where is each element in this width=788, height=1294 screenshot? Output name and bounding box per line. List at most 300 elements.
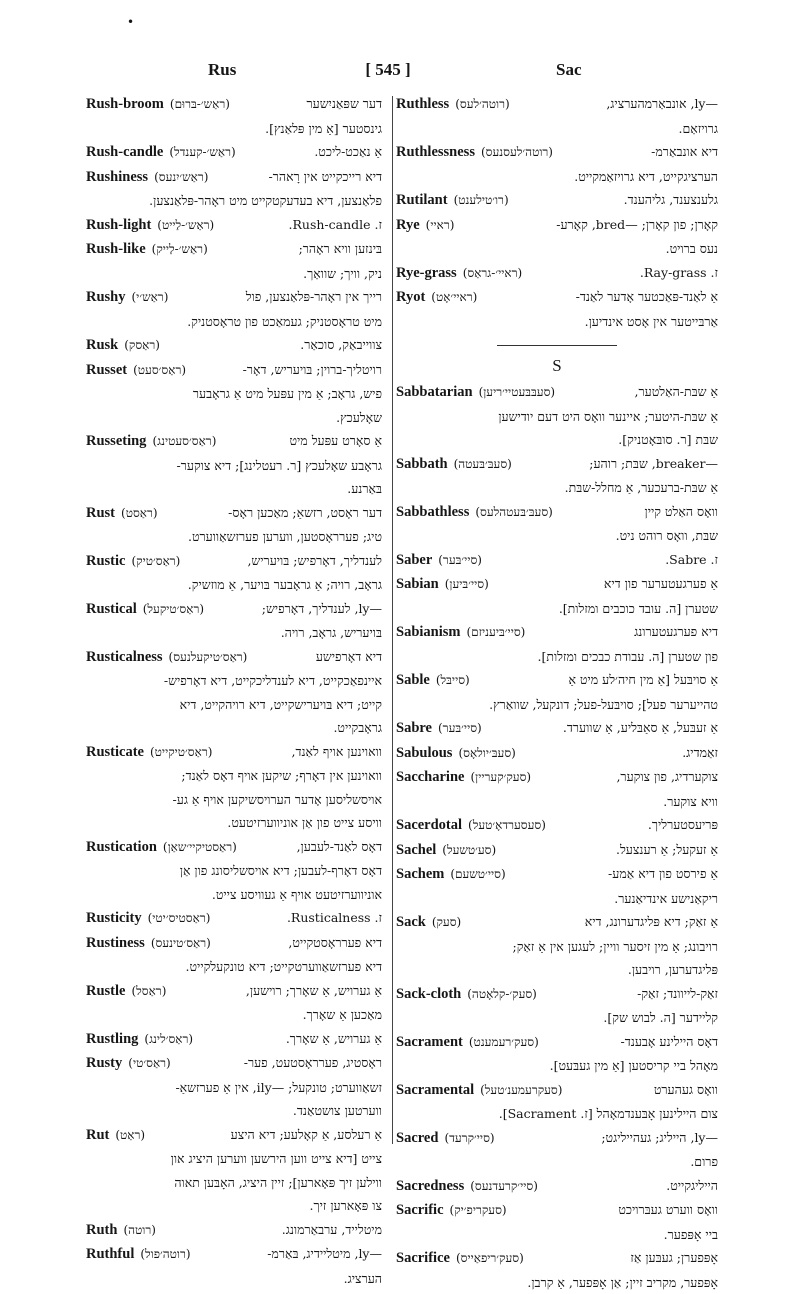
entry-headline: [396, 910, 718, 935]
pronunciation: (ראַס׳טיקעל): [143, 598, 204, 622]
pronunciation: (ראַס׳טי): [128, 1052, 170, 1076]
definition: הייליגקייט.: [538, 1174, 718, 1198]
definition: דיא פערגעטערונג: [525, 620, 718, 644]
pronunciation: (ראַס׳לינג): [144, 1028, 193, 1052]
pronunciation: (רוטה׳לעס): [455, 93, 509, 117]
definition-continuation: שבּת [ר. סובּאָטניק].: [396, 428, 718, 452]
pronunciation: (רוטה): [123, 1219, 155, 1243]
entry-headline: [396, 765, 718, 790]
pronunciation: (סיי׳קרעד): [444, 1127, 494, 1151]
dictionary-entry: [396, 572, 718, 620]
dictionary-entry: [396, 213, 718, 261]
dictionary-entry: [396, 668, 718, 716]
headword: Sabre: [396, 717, 432, 741]
definition: —ly, מיטליידיג, בּאַרמ-: [191, 1242, 382, 1266]
pronunciation: (רוטה׳לעסנעס): [481, 141, 553, 165]
headword: Rustle: [86, 980, 125, 1004]
definition-continuation: איינפאַכקייט, דיא לענדליכקייט, דיא דאָרפיש-: [86, 669, 382, 693]
definition: רייך אין ראָהר-פּלאַנצען, פול: [168, 285, 382, 309]
pronunciation: (רו׳טילענט): [454, 189, 509, 213]
headword: Rustiness: [86, 932, 145, 956]
entry-headline: [396, 620, 718, 645]
definition: דיא דאָרפישע: [247, 645, 382, 669]
pronunciation: (ראיי׳-גראַס): [463, 262, 522, 286]
definition-continuation: שטערן [ה. עובד כוכבים ומזלות].: [396, 597, 718, 621]
definition: צווייבאַק, סוכאַר.: [160, 333, 382, 357]
dictionary-entry: [396, 140, 718, 188]
headword: Sacred: [396, 1127, 438, 1151]
dictionary-entry: [86, 358, 382, 430]
dictionary-entry: [86, 285, 382, 333]
dictionary-entry: [86, 165, 382, 213]
definition-continuation: טהייערער פעל]; סויבּעל-פעל; דונקעל, שוואַרץ.: [396, 693, 718, 717]
section-rule: [497, 345, 617, 346]
entry-headline: [396, 261, 718, 286]
definition-continuation: ניק, וויך; שוואַך.: [86, 262, 382, 286]
definition: אַ פירסט פון דיא אַמע-: [506, 862, 718, 886]
definition-continuation: ריקאַנישע אינדיאַנער.: [396, 887, 718, 911]
pronunciation: (סעקרעמענ׳טעל): [480, 1079, 562, 1103]
section-letter: S: [396, 356, 718, 376]
pronunciation: (סע׳טשעל): [442, 839, 496, 863]
headword: Sacredness: [396, 1175, 464, 1199]
definition: גלענצענד, גליהענד.: [509, 188, 718, 212]
pronunciation: (סעק׳רעמענט): [469, 1031, 539, 1055]
entry-headline: [86, 92, 382, 117]
entry-headline: [86, 1218, 382, 1243]
pronunciation: (ראַסל): [131, 980, 166, 1004]
definition-continuation: ווילען זיך פּאָארען]; זיין היציג, האָבּען תאוה: [86, 1171, 382, 1195]
definition: אַ סויבּעל [אַ מין חיה׳לע מיט אַ: [470, 668, 718, 692]
pronunciation: (ראַסט): [121, 502, 158, 526]
dictionary-entry: [396, 862, 718, 910]
entry-headline: [396, 862, 718, 887]
definition: ז. Rusticalness.: [210, 906, 382, 930]
left-column: [86, 92, 382, 1290]
entry-headline: [86, 285, 382, 310]
pronunciation: (ראַס׳טיק): [131, 550, 180, 574]
dictionary-entry: [86, 333, 382, 358]
dictionary-entry: [86, 429, 382, 501]
entry-headline: [86, 906, 382, 931]
entry-headline: [86, 333, 382, 358]
definition: פּריעסטערליך.: [546, 813, 718, 837]
pronunciation: (סעק׳קעריין): [470, 766, 531, 790]
definition: דאָס לאַנד-לעבען,: [237, 835, 382, 859]
pronunciation: (ראַסטיס׳יטי): [148, 907, 211, 931]
entry-headline: [396, 1198, 718, 1223]
definition-continuation: פון שטערן [ה. עבודת כבכים ומזלות].: [396, 645, 718, 669]
entry-headline: [396, 380, 718, 405]
definition-continuation: קליידער [ה. לבוש שק].: [396, 1006, 718, 1030]
dictionary-entry: [396, 620, 718, 668]
definition-continuation: אַ שבּת-ברעכער, אַ מחלל-שבּת.: [396, 476, 718, 500]
dictionary-entry: [396, 716, 718, 741]
dictionary-entry: [396, 910, 718, 982]
dictionary-entry: [86, 645, 382, 740]
headword: Ruthlessness: [396, 141, 475, 165]
pronunciation: (ראַש׳-בּרוּם): [170, 93, 230, 117]
definition-continuation: נעס ברויט.: [396, 237, 718, 261]
entry-headline: [396, 982, 718, 1007]
pronunciation: (סעק׳-קלאָטה): [467, 983, 537, 1007]
right-column-s-entries: [396, 380, 718, 1294]
headword: Sacrific: [396, 1199, 444, 1223]
right-column-r-entries: [396, 92, 718, 333]
definition-continuation: דאָס דאָרף-לעבען; דיא אויסשליסונג פון אַן: [86, 859, 382, 883]
dictionary-entry: [396, 1126, 718, 1174]
definition-continuation: אַ שבּת-היטער; איינער וואָס היט דעם יודישען: [396, 405, 718, 429]
dictionary-entry: [86, 740, 382, 835]
pronunciation: (ראיי): [426, 214, 455, 238]
dictionary-entry: [86, 1123, 382, 1218]
headword: Sacramental: [396, 1079, 474, 1103]
headword: Sack-cloth: [396, 983, 461, 1007]
entry-headline: [86, 549, 382, 574]
dictionary-entry: [86, 979, 382, 1027]
headword: Ruthless: [396, 93, 449, 117]
dictionary-entry: [86, 1027, 382, 1052]
headword: Rush-candle: [86, 141, 163, 165]
definition: דער שפּאַניִשער: [230, 92, 382, 116]
definition: בּינזען וויא ראָהר;: [208, 237, 382, 261]
definition: וואָס האַלט קיין: [553, 500, 718, 524]
definition: אַ גערויש, אַ שאָרך.: [193, 1027, 382, 1051]
pronunciation: (סיי׳בּער): [438, 549, 482, 573]
entry-headline: [86, 165, 382, 190]
definition-continuation: בּויעריש, גראָב, רויה.: [86, 621, 382, 645]
headword: Rushiness: [86, 166, 148, 190]
dictionary-entry: [86, 549, 382, 597]
headword: Sachem: [396, 863, 444, 887]
definition-continuation: שבּת, וואָס רוהט ניט.: [396, 524, 718, 548]
definition-continuation: גראָבע שאָלעכץ [ר. רעטלינג]; דיא צוקער-: [86, 454, 382, 478]
dictionary-entry: [396, 838, 718, 863]
definition: מיטלייד, ערבאַרמונג.: [156, 1218, 382, 1242]
entry-headline: [396, 1246, 718, 1271]
entry-headline: [86, 140, 382, 165]
pronunciation: (סעק׳ריפאַייס): [456, 1247, 524, 1271]
pronunciation: (ראיי׳אָט): [431, 286, 477, 310]
headword: Rutilant: [396, 189, 448, 213]
dictionary-entry: [396, 500, 718, 548]
definition: וואָס געהערט: [562, 1078, 718, 1102]
entry-headline: [86, 1123, 382, 1148]
pronunciation: (סיי׳בּיען): [445, 573, 489, 597]
headword: Sachel: [396, 839, 436, 863]
header-page-number: [ 545 ]: [340, 60, 436, 80]
definition-continuation: וויסע צייט פון אַן אוניווערזיטעט.: [86, 811, 382, 835]
entry-headline: [86, 645, 382, 670]
definition-continuation: בּאַרנע.: [86, 477, 382, 501]
entry-headline: [396, 741, 718, 766]
definition-continuation: ביי אָפּפער.: [396, 1223, 718, 1247]
definition: אַ פערגעטערער פון דיא: [489, 572, 718, 596]
entry-headline: [396, 668, 718, 693]
dictionary-entry: [396, 982, 718, 1030]
entry-headline: [396, 838, 718, 863]
dictionary-entry: [86, 140, 382, 165]
definition-continuation: אָפּפער, מקריב זיין; אַן אָפּפער, אַ קרבן.: [396, 1271, 718, 1294]
headword: Sack: [396, 911, 426, 935]
entry-headline: [86, 1051, 382, 1076]
definition: ראָסטיג, פערראָסטעט, פער-: [171, 1051, 382, 1075]
headword: Sabianism: [396, 621, 460, 645]
definition: אָפּפערן; געבּען אַז: [524, 1246, 718, 1270]
definition: אַ נאַכט-ליכט.: [236, 140, 382, 164]
headword: Rusticalness: [86, 646, 163, 670]
pronunciation: (ראַט): [115, 1124, 145, 1148]
definition: קאָרן; פון קאָרן; —bred, קאָרע-: [454, 213, 718, 237]
definition-continuation: אַרבּייטער אין אָסט אינדיען.: [396, 310, 718, 334]
dictionary-entry: [86, 1051, 382, 1123]
pronunciation: (ראַש׳-לַייט): [157, 214, 214, 238]
definition: דיא אונבאַרמ-: [553, 140, 718, 164]
definition-continuation: צייט [דיא צייט ווען הירשען ווערען היציג און: [86, 1147, 382, 1171]
definition: אַ שבּת-האַלטער,: [555, 380, 718, 404]
definition-continuation: דיא פערזשאַווערטקייט; דיא טונקעלקייט.: [86, 955, 382, 979]
definition-continuation: פּליגדערען, רויבען.: [396, 958, 718, 982]
pronunciation: (סייבּל): [436, 669, 470, 693]
definition: לענדליך, דאָרפיש; בּויעריש,: [180, 549, 382, 573]
pronunciation: (ראַס׳טיקייט): [150, 741, 212, 765]
entry-headline: [86, 213, 382, 238]
pronunciation: (סעבּ׳בּעטה): [454, 453, 512, 477]
pronunciation: (סיי׳בּער): [438, 717, 482, 741]
entry-headline: [396, 140, 718, 165]
dictionary-entry: [86, 92, 382, 140]
definition: ז. Ray-grass.: [522, 261, 718, 285]
definition-continuation: רויבונג; אַ מין זיסער וויין; לעגען אין אַ זאַק;: [396, 935, 718, 959]
headword: Ruthful: [86, 1243, 134, 1267]
definition-continuation: טיג; פערראָסטען, ווערען פערזשאַווערט.: [86, 525, 382, 549]
dictionary-entry: [86, 1242, 382, 1290]
definition-continuation: מאָהל ביי קריסטען [אַ מין געבּעט].: [396, 1054, 718, 1078]
dictionary-entry: [86, 1218, 382, 1243]
pronunciation: (ראַש׳י): [132, 286, 169, 310]
definition-continuation: אוניווערזיטעט אויף אַ געוויסע צייט.: [86, 883, 382, 907]
headword: Rusty: [86, 1052, 122, 1076]
headword: Rushy: [86, 286, 126, 310]
dictionary-entry: [396, 188, 718, 213]
definition: אַ זאַק; דיא פּליגדערונג, דיא: [461, 910, 718, 934]
definition-continuation: פרום.: [396, 1150, 718, 1174]
entry-headline: [396, 572, 718, 597]
entry-headline: [86, 1027, 382, 1052]
header-guide-word-right: Sac: [556, 60, 582, 80]
headword: Rush-broom: [86, 93, 164, 117]
headword: Rust: [86, 502, 115, 526]
pronunciation: (סיי׳בּיעניזם): [466, 621, 525, 645]
definition: דער ראָסט, רזשאַ; מאַכען ראָס-: [158, 501, 382, 525]
dictionary-entry: [396, 1030, 718, 1078]
entry-headline: [86, 740, 382, 765]
definition: ז. Sabre.: [482, 548, 718, 572]
definition-continuation: שאָלעכץ.: [86, 406, 382, 430]
definition: אַ זעקעל; אַ רענצעל.: [496, 838, 718, 862]
definition-continuation: גרויזאַם.: [396, 117, 718, 141]
headword: Sabian: [396, 573, 439, 597]
definition-continuation: צו פּאָארען זיך.: [86, 1194, 382, 1218]
dictionary-entry: [396, 261, 718, 286]
definition-continuation: הערציגקייט, דיא גרויזאַמקייט.: [396, 165, 718, 189]
pronunciation: (ראַש׳-לַייק): [152, 238, 208, 262]
pronunciation: (סיי׳קרעדנעס): [470, 1175, 538, 1199]
entry-headline: [396, 716, 718, 741]
headword: Saber: [396, 549, 432, 573]
entry-headline: [396, 1030, 718, 1055]
entry-headline: [396, 285, 718, 310]
pronunciation: (ראַס׳סעט): [133, 359, 186, 383]
headword: Rustic: [86, 550, 125, 574]
column-divider: [392, 96, 393, 1144]
headword: Rye: [396, 214, 420, 238]
headword: Russet: [86, 359, 127, 383]
definition: אַ סאָרט עפּעל מיט: [216, 429, 382, 453]
pronunciation: (סעסערדאָ׳טעל): [468, 814, 546, 838]
definition: וואָס ווערט געבּרויכט: [507, 1198, 718, 1222]
headword: Rut: [86, 1124, 109, 1148]
dictionary-entry: [396, 1174, 718, 1199]
headword: Sacerdotal: [396, 814, 462, 838]
entry-headline: [396, 188, 718, 213]
definition: —breaker, שבּת; רוהע;: [512, 452, 718, 476]
headword: Rush-like: [86, 238, 146, 262]
definition: וואוינען אויף לאַנד,: [212, 740, 382, 764]
pronunciation: (ראַס׳טיקעלנעס): [169, 646, 248, 670]
dictionary-entry: [396, 1246, 718, 1294]
entry-headline: [86, 931, 382, 956]
headword: Rustical: [86, 598, 137, 622]
dictionary-entry: [86, 237, 382, 285]
headword: Russeting: [86, 430, 146, 454]
headword: Sabulous: [396, 742, 452, 766]
definition-continuation: גינסטער [אַ מין פּלאַנץ].: [86, 117, 382, 141]
headword: Rusk: [86, 334, 118, 358]
definition-continuation: מאַכען אַ שאָרך.: [86, 1003, 382, 1027]
headword: Saccharine: [396, 766, 464, 790]
dictionary-entry: [396, 813, 718, 838]
entry-headline: [396, 452, 718, 477]
dictionary-entry: [396, 1078, 718, 1126]
definition: אַ גערויש, אַ שאָרך; רוישען,: [166, 979, 382, 1003]
entry-headline: [396, 548, 718, 573]
entry-headline: [86, 979, 382, 1004]
definition-continuation: פלאַנצען, דיא בעדעקטקייט מיט ראָהר-פּלאַנצען.: [86, 189, 382, 213]
headword: Rusticity: [86, 907, 142, 931]
entry-headline: [86, 358, 382, 383]
dictionary-entry: [396, 285, 718, 333]
headword: Ryot: [396, 286, 425, 310]
definition: אַ זעבּעל, אַ סאַבּליע, אַ שווערד.: [482, 716, 718, 740]
definition-continuation: גראָבקייט.: [86, 716, 382, 740]
dictionary-entry: [86, 835, 382, 907]
definition: אַ לאַנד-פּאַכטער אָדער לאַנד-: [477, 285, 718, 309]
entry-headline: [396, 1078, 718, 1103]
headword: Sabbatarian: [396, 381, 473, 405]
entry-headline: [396, 1174, 718, 1199]
pronunciation: (סעבּבּעטיי׳ריען): [479, 381, 556, 405]
definition-continuation: גראָב, רויה; אַ גראָבער בּויער, אַ מוזשיק.: [86, 573, 382, 597]
definition: —ly, אונבאַרמהערציג,: [510, 92, 718, 116]
dictionary-entry: [396, 548, 718, 573]
pronunciation: (ראַסטיקיי׳שאַן): [163, 836, 237, 860]
entry-headline: [86, 835, 382, 860]
headword: Rush-light: [86, 214, 151, 238]
definition-continuation: אויסשליסען אָדער הערויסשיקען אויף אַ גע-: [86, 788, 382, 812]
dictionary-entry: [86, 906, 382, 931]
entry-headline: [86, 597, 382, 622]
dictionary-entry: [86, 597, 382, 645]
dictionary-entry: [396, 1198, 718, 1246]
headword: Rustication: [86, 836, 157, 860]
definition-continuation: פיש, גראָב; אַ מין עפּעל מיט אַ גראָבער: [86, 382, 382, 406]
pronunciation: (סעבּ׳בּעטהלעס): [475, 501, 553, 525]
definition: דיא פערראָסטקייט,: [211, 931, 382, 955]
right-column: [396, 92, 718, 1294]
dictionary-entry: [396, 741, 718, 766]
pronunciation: (ראַש׳יִנעס): [154, 166, 208, 190]
headword: Sable: [396, 669, 430, 693]
definition: זאַמדיג.: [516, 741, 718, 765]
pronunciation: (סעבּ׳יולאָס): [458, 742, 515, 766]
definition: —ly, הייליג; געהייליגט;: [495, 1126, 718, 1150]
dictionary-entry: [86, 213, 382, 238]
headword: Sacrifice: [396, 1247, 450, 1271]
definition: זאַק-לייוונד; זאַק-: [537, 982, 718, 1006]
entry-headline: [86, 1242, 382, 1267]
definition: צוקערדיג, פון צוקער,: [531, 765, 718, 789]
headword: Ruth: [86, 1219, 117, 1243]
pronunciation: (ראַס׳סעטינג): [152, 430, 216, 454]
entry-headline: [396, 92, 718, 117]
entry-headline: [396, 500, 718, 525]
dictionary-entry: [396, 452, 718, 500]
headword: Rusticate: [86, 741, 144, 765]
entry-headline: [396, 813, 718, 838]
definition: ז. Rush-candle.: [214, 213, 382, 237]
pronunciation: (סעקריפ׳יק): [450, 1199, 507, 1223]
dictionary-entry: [396, 765, 718, 813]
headword: Rustling: [86, 1028, 138, 1052]
header-guide-word-left: Rus: [208, 60, 236, 80]
pronunciation: (סעק): [432, 911, 461, 935]
definition: דאָס היילינע אָבענד-: [539, 1030, 718, 1054]
pronunciation: (ראַס׳טינעס): [151, 932, 211, 956]
pronunciation: (רוטה׳פול): [140, 1243, 190, 1267]
entry-headline: [86, 501, 382, 526]
definition: אַ רעלסע, אַ קאָלעע; דיא היצע: [145, 1123, 382, 1147]
entry-headline: [86, 237, 382, 262]
definition-continuation: זשאַווערט; טונקעל; —ily, אין אַ פערזשאַ-: [86, 1076, 382, 1100]
headword: Rye-grass: [396, 262, 457, 286]
entry-headline: [396, 1126, 718, 1151]
pronunciation: (ראַש׳-קענדל): [169, 141, 235, 165]
entry-headline: [86, 429, 382, 454]
definition-continuation: הערציג.: [86, 1267, 382, 1291]
ink-dot: •: [127, 15, 134, 29]
definition: —ly, לענדליך, דאָרפיש;: [204, 597, 382, 621]
dictionary-entry: [86, 501, 382, 549]
definition: רויטליך-ברוין; בּויעריש, דאָר-: [186, 358, 382, 382]
dictionary-entry: [396, 92, 718, 140]
headword: Sabbath: [396, 453, 448, 477]
definition-continuation: וויא צוקער.: [396, 790, 718, 814]
entry-headline: [396, 213, 718, 238]
definition-continuation: ווערטען צושטאַנד.: [86, 1099, 382, 1123]
pronunciation: (סיי׳טשעם): [450, 863, 505, 887]
definition-continuation: צום היילינען אָבּענדמאָהל [ז. Sacrament].: [396, 1102, 718, 1126]
